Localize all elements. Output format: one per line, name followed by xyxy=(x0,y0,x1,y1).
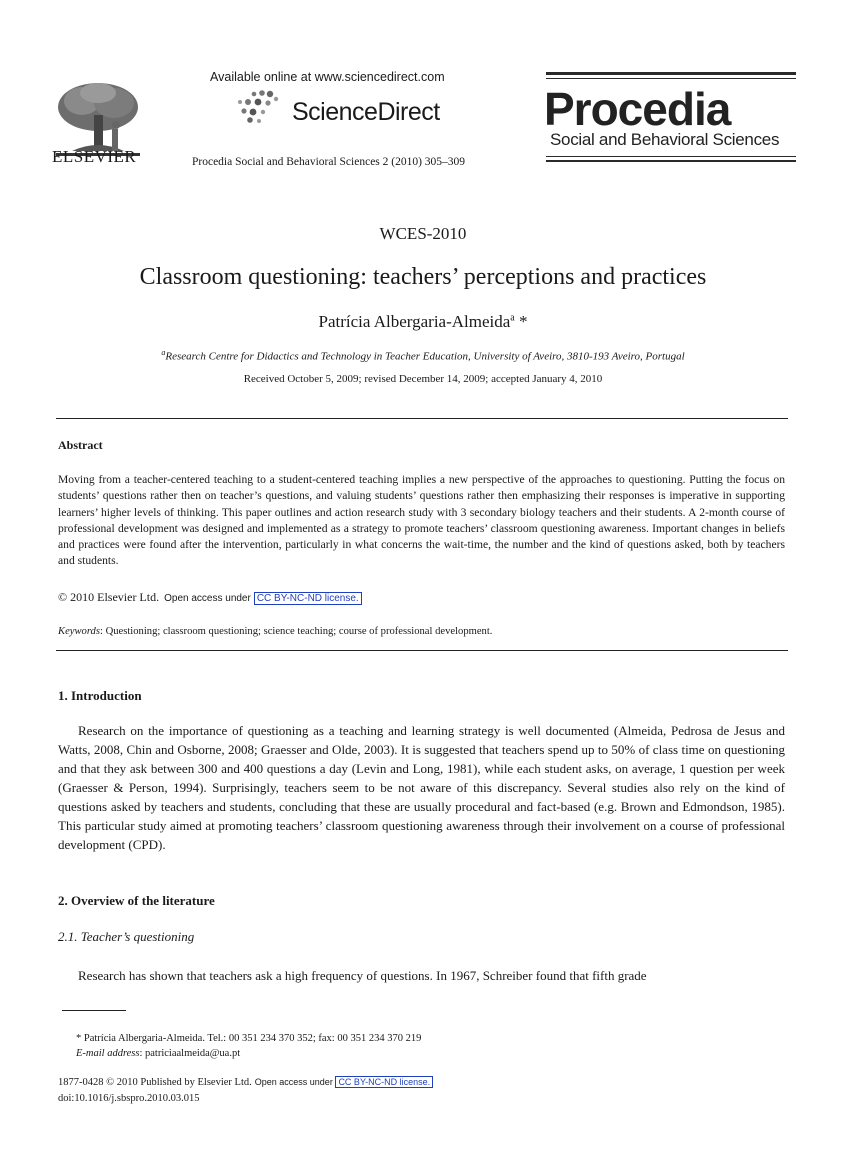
author-affiliation-mark: a xyxy=(510,312,515,324)
issn-line xyxy=(58,1077,433,1088)
affiliation-text: Research Centre for Didactics and Technology in Teacher Education, University of Aveiro, 3810-193 Aveiro, Portugal xyxy=(165,350,685,363)
abstract-body: Moving from a teacher-centered teaching to a student-centered teaching implies a new perspective of the approaches to questioning. Putting the focus on students’ questions rather then on teacher’s questions, and valuing students’ questions rather then emphasizing their responses is imperative in supporting learners’ higher levels of thinking. This paper outlines and action research study with 3 secondary biology teachers and their students. A 2-month course of professional development was designed and implemented as a strategy to promote teachers’ classroom questioning awareness. Important changes in beliefs and practices were found after the intervention, particularly in what concerns the wait-time, the number and the kind of questions asked, both by teachers and students. xyxy=(58,473,785,568)
abstract-bottom-rule xyxy=(56,650,788,651)
sciencedirect-wordmark: ScienceDirect xyxy=(292,98,440,126)
affiliation-line xyxy=(0,348,846,363)
subsection-heading: 2.1. Teacher’s questioning xyxy=(58,929,195,944)
procedia-subtitle: Social and Behavioral Sciences xyxy=(550,130,780,149)
open-access-text: Open access under xyxy=(164,593,251,604)
procedia-top-rule-thin xyxy=(546,78,796,79)
email-address[interactable]: : patriciaalmeida@ua.pt xyxy=(139,1048,241,1059)
issn-text: 1877-0428 © 2010 Published by Elsevier Ltd. xyxy=(58,1077,252,1088)
introduction-body: Research on the importance of questioning as a teaching and learning strategy is well documented (Almeida, Pedrosa de Jesus and Watts, 2008, Chin and Osborne, 2008; Graesser and Olde, 2003). It is suggested that teachers spend up to 50% of class time on questioning and that they ask between 300 and 400 questions a day (Levin and Long, 1981), while each student asks, on average, 1 question per week (Graesser & Person, 1994). Surprisingly, teachers seem to be not aware of this discrepancy. Several studies also rely on the kind of questions asked by teachers and students, concluding that these are usually procedural and fact-based (e.g. Brown and Edmondson, 1985). This particular study aimed at promoting teachers’ classroom questioning awareness through their involvement on a course of professional development (CPD). xyxy=(58,723,785,852)
affiliation-mark: a xyxy=(161,348,166,357)
sciencedirect-dots-icon xyxy=(232,88,282,128)
keywords-text: : Questioning; classroom questioning; science teaching; course of professional development. xyxy=(99,626,493,637)
procedia-bottom-rule-thin xyxy=(546,156,796,157)
footnote-rule xyxy=(62,1010,126,1011)
keywords-line xyxy=(58,626,492,637)
doi-line[interactable]: doi:10.1016/j.sbspro.2010.03.015 xyxy=(58,1093,200,1104)
footnote-email xyxy=(76,1048,240,1059)
footer-open-access-text: Open access under xyxy=(254,1077,333,1087)
abstract-heading: Abstract xyxy=(58,438,103,452)
copyright-text: © 2010 Elsevier Ltd. xyxy=(58,590,160,604)
journal-citation: Procedia Social and Behavioral Sciences 2 (2010) 305–309 xyxy=(192,156,466,168)
procedia-wordmark: Procedia xyxy=(544,83,731,135)
keywords-label: Keywords xyxy=(58,626,100,637)
elsevier-wordmark: ELSEVIER xyxy=(52,147,137,166)
footer-license-link[interactable]: CC BY-NC-ND license. xyxy=(335,1076,433,1088)
email-label: E-mail address xyxy=(76,1048,140,1059)
author-name: Patrícia Albergaria-Almeida xyxy=(318,312,511,331)
procedia-top-rule xyxy=(546,72,796,75)
subsection-body: Research has shown that teachers ask a high frequency of questions. In 1967, Schreiber found that fifth grade xyxy=(78,968,647,983)
available-online-text[interactable]: Available online at www.sciencedirect.com xyxy=(210,70,445,84)
corresponding-author-mark: * xyxy=(514,312,528,331)
overview-heading: 2. Overview of the literature xyxy=(58,893,215,908)
abstract-copyright-line xyxy=(58,590,362,605)
abstract-top-rule xyxy=(56,418,788,419)
procedia-bottom-rule xyxy=(546,160,796,162)
paper-title: Classroom questioning: teachers’ perceptions and practices xyxy=(139,264,707,290)
footnote-contact: * Patrícia Albergaria-Almeida. Tel.: 00 351 234 370 352; fax: 00 351 234 370 219 xyxy=(76,1033,422,1044)
introduction-heading: 1. Introduction xyxy=(58,688,142,703)
author-line xyxy=(0,312,846,332)
received-dates: Received October 5, 2009; revised December 14, 2009; accepted January 4, 2010 xyxy=(243,373,603,385)
conference-name: WCES-2010 xyxy=(379,224,467,243)
license-link[interactable]: CC BY-NC-ND license. xyxy=(254,592,362,605)
